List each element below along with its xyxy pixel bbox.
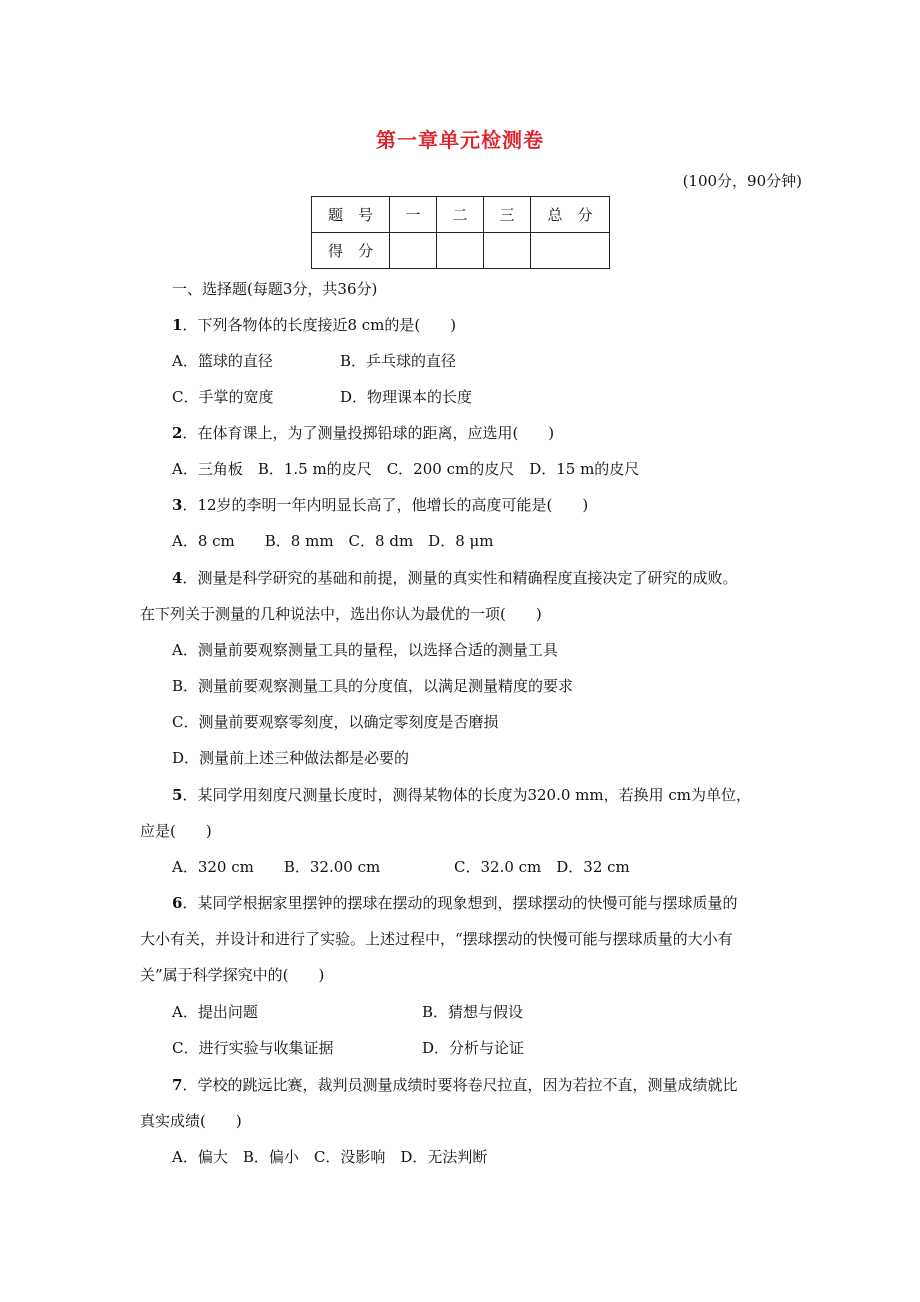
question-number: 6: [172, 894, 183, 912]
score-cell-total: [531, 233, 610, 269]
q3-options: A．8 cm B．8 mm C．8 dm D．8 μm: [172, 532, 494, 550]
question-1: [172, 315, 456, 335]
q7-options: A．偏大 B．偏小 C．没影响 D．无法判断: [172, 1148, 488, 1166]
q1-option-a: A．篮球的直径: [172, 352, 273, 370]
section-heading: 一、选择题(每题3分，共36分): [172, 280, 378, 298]
score-header-part1: 一: [390, 197, 437, 233]
question-6-continued: 大小有关，并设计和进行了实验。上述过程中，“摆球摆动的快慢可能与摆球质量的大小有: [140, 930, 733, 948]
question-6-continued-2: 关”属于科学探究中的( ): [140, 966, 325, 984]
question-6: [172, 893, 737, 913]
question-5-continued: 应是( ): [140, 822, 212, 840]
q1-option-c: C．手掌的宽度: [172, 388, 274, 406]
question-text: ．测量是科学研究的基础和前提，测量的真实性和精确程度直接决定了研究的成败。: [182, 569, 738, 587]
question-number: 1: [172, 316, 183, 334]
q6-option-c: C．进行实验与收集证据: [172, 1039, 334, 1057]
question-7-continued: 真实成绩( ): [140, 1112, 242, 1130]
page-title: 第一章单元检测卷: [376, 128, 544, 152]
q4-option-a: A．测量前要观察测量工具的量程，以选择合适的测量工具: [172, 641, 558, 659]
question-4: [172, 568, 737, 588]
q5-options-cd: C．32.0 cm D．32 cm: [454, 858, 630, 876]
question-number: 5: [172, 786, 183, 804]
score-row-label: 得 分: [312, 233, 390, 269]
question-4-continued: 在下列关于测量的几种说法中，选出你认为最优的一项( ): [140, 605, 542, 623]
score-header-part2: 二: [437, 197, 484, 233]
q4-option-d: D．测量前上述三种做法都是必要的: [172, 749, 410, 767]
q5-options-ab: A．320 cm B．32.00 cm: [172, 858, 381, 876]
score-table-header-row: [312, 197, 610, 233]
q6-option-b: B．猜想与假设: [422, 1003, 524, 1021]
question-7: [172, 1075, 737, 1095]
score-time-info: (100分，90分钟): [682, 172, 802, 190]
question-text: ．学校的跳远比赛，裁判员测量成绩时要将卷尺拉直，因为若拉不直，测量成绩就比: [182, 1076, 738, 1094]
q4-option-b: B．测量前要观察测量工具的分度值，以满足测量精度的要求: [172, 677, 574, 695]
q6-option-a: A．提出问题: [172, 1003, 258, 1021]
question-5: [172, 785, 751, 805]
q4-option-c: C．测量前要观察零刻度，以确定零刻度是否磨损: [172, 713, 499, 731]
score-header-total: 总 分: [531, 197, 610, 233]
question-text: ．某同学根据家里摆钟的摆球在摆动的现象想到，摆球摆动的快慢可能与摆球质量的: [182, 894, 738, 912]
question-text: ．12岁的李明一年内明显长高了，他增长的高度可能是( ): [182, 496, 589, 514]
question-text: ．下列各物体的长度接近8 cm的是( ): [182, 316, 457, 334]
question-3: [172, 495, 588, 515]
question-text: ．某同学用刻度尺测量长度时，测得某物体的长度为320.0 mm，若换用 cm为单位，: [182, 786, 751, 804]
question-number: 7: [172, 1076, 183, 1094]
score-cell-part3: [484, 233, 531, 269]
score-cell-part1: [390, 233, 437, 269]
question-number: 4: [172, 569, 183, 587]
question-number: 3: [172, 496, 183, 514]
q1-option-b: B．乒乓球的直径: [340, 352, 457, 370]
question-2: [172, 423, 554, 443]
score-header-label: 题 号: [312, 197, 390, 233]
score-table-score-row: [312, 233, 610, 269]
score-cell-part2: [437, 233, 484, 269]
question-text: ．在体育课上，为了测量投掷铅球的距离，应选用( ): [182, 424, 555, 442]
q1-option-d: D．物理课本的长度: [340, 388, 473, 406]
q2-options: A．三角板 B．1.5 m的皮尺 C．200 cm的皮尺 D．15 m的皮尺: [172, 460, 640, 478]
score-header-part3: 三: [484, 197, 531, 233]
score-table: [311, 196, 610, 269]
q6-option-d: D．分析与论证: [422, 1039, 525, 1057]
question-number: 2: [172, 424, 183, 442]
